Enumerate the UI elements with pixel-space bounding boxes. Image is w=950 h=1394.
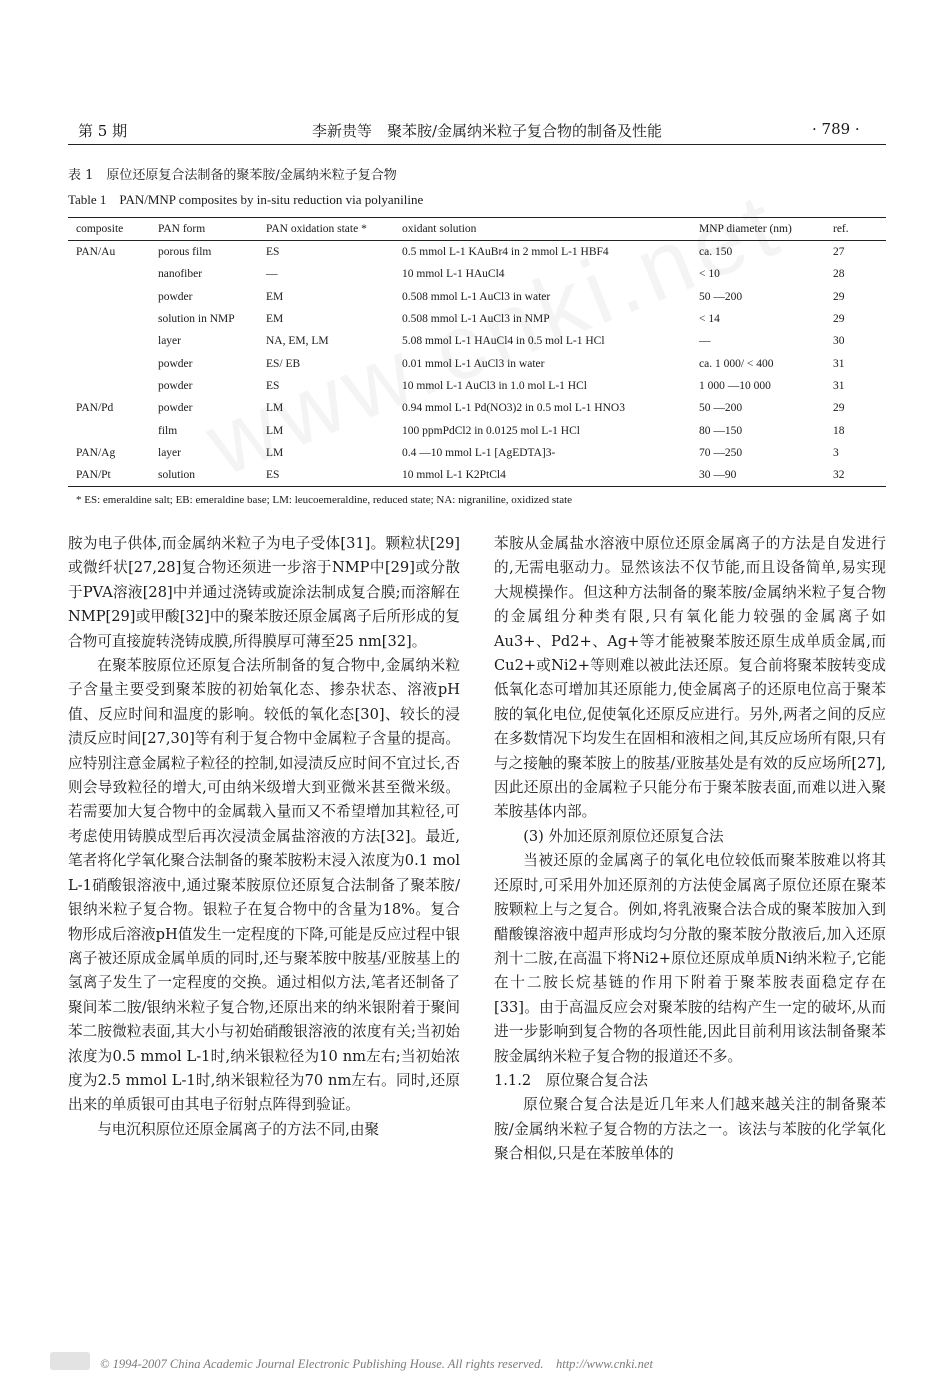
table-cell: 0.508 mmol L-1 AuCl3 in water — [402, 290, 551, 303]
table-header-cell: PAN oxidation state * — [258, 218, 394, 241]
table-cell: 50 —200 — [699, 402, 743, 415]
table-cell: 0.01 mmol L-1 AuCl3 in water — [402, 357, 545, 370]
table-cell: < 14 — [699, 313, 720, 326]
table-cell — [68, 286, 150, 308]
table-cell: layer — [158, 446, 181, 459]
table-cell: 10 mmol L-1 K2PtCl4 — [394, 464, 691, 487]
section-heading-3: (3) 外加还原剂原位还原复合法 — [523, 827, 724, 845]
table-cell: 0.508 mmol L-1 AuCl3 in NMP — [402, 313, 550, 326]
table-row — [68, 263, 886, 285]
table-cell: porous film — [158, 246, 212, 259]
table-cell: 32 — [825, 464, 886, 487]
header-title: 李新贵等 聚苯胺/金属纳米粒子复合物的制备及性能 — [312, 122, 663, 140]
table-cell: solution in NMP — [158, 313, 235, 326]
table-cell: 10 mmol L-1 HAuCl4 — [402, 268, 505, 281]
table-cell: powder — [158, 290, 193, 303]
table-row — [68, 241, 886, 264]
table-cell: 28 — [833, 268, 845, 281]
table-cell: ES — [258, 464, 394, 487]
table-cell: ca. 1 000/ < 400 — [699, 357, 774, 370]
table-row — [68, 464, 886, 487]
table-row — [68, 419, 886, 441]
table-cell: solution — [150, 464, 258, 487]
table-cell: PAN/Au — [76, 246, 116, 259]
table-caption-en: Table 1 PAN/MNP composites by in-situ reduction via polyaniline — [68, 192, 424, 207]
table-row — [68, 375, 886, 397]
table-cell: 5.08 mmol L-1 HAuCl4 in 0.5 mol L-1 HCl — [402, 335, 605, 348]
table-row — [68, 397, 886, 419]
table-cell: 100 ppmPdCl2 in 0.0125 mol L-1 HCl — [402, 424, 580, 437]
table-cell: EM — [266, 290, 284, 303]
table-cell: 29 — [833, 290, 845, 303]
table-cell: ES — [266, 379, 280, 392]
table-row — [68, 286, 886, 308]
table-cell: 0.5 mmol L-1 KAuBr4 in 2 mmol L-1 HBF4 — [402, 246, 609, 259]
table-cell: 0.4 —10 mmol L-1 [AgEDTA]3- — [402, 446, 556, 459]
table-cell: 70 —250 — [699, 446, 743, 459]
table-cell: 18 — [833, 424, 845, 437]
header-issue: 第 5 期 — [78, 122, 128, 140]
table-cell: PAN/Pt — [68, 464, 150, 487]
table-cell: PAN/Pd — [76, 402, 114, 415]
table-cell: 31 — [833, 379, 845, 392]
table-cell — [68, 419, 150, 441]
table-cell: LM — [266, 424, 284, 437]
left-paragraph-3: 与电沉积原位还原金属离子的方法不同,由聚 — [97, 1120, 380, 1138]
table-caption-cn: 表 1 原位还原复合法制备的聚苯胺/金属纳米粒子复合物 — [68, 168, 397, 183]
table-row — [68, 330, 886, 352]
table-cell: 0.94 mmol L-1 Pd(NO3)2 in 0.5 mol L-1 HNO3 — [402, 402, 625, 415]
header-rule — [68, 144, 886, 145]
table-cell: < 10 — [699, 268, 720, 281]
table-cell: 29 — [833, 402, 845, 415]
table-header-cell: MNP diameter (nm) — [691, 218, 825, 241]
table-cell: 3 — [833, 446, 839, 459]
section-heading-1-1-2: 1.1.2 原位聚合复合法 — [494, 1071, 648, 1089]
table-cell: — — [699, 335, 711, 348]
left-paragraph-2: 在聚苯胺原位还原复合法所制备的复合物中,金属纳米粒子含量主要受到聚苯胺的初始氧化态、掺杂状态、溶液pH值、反应时间和温度的影响。较低的氧化态[30]、较长的浸渍反应时间[27,30]等有利于复合物中金属粒子含量的提高。应特别注意金属粒子粒径的控制,如浸渍反应时间不宜过长,否则会导致粒径的增大,可由纳米级增大到亚微米甚至微米级。若需要加大复合物中的金属载入量而又不希望增加其粒径,可考虑使用铸膜成型后再次浸渍金属盐溶液的方法[32]。最近,笔者将化学氧化聚合法制备的聚苯胺粉末浸入浓度为0.1 mol L-1硝酸银溶液中,通过聚苯胺原位还原复合法制备了聚苯胺/银纳米粒子复合物。银粒子在复合物中的含量为18%。复合物形成后溶液pH值发生一定程度的下降,可能是反应过程中银离子被还原成金属单质的同时,还与聚苯胺中胺基/亚胺基上的氢离子发生了一定程度的交换。通过相似方法,笔者还制备了聚间苯二胺/银纳米粒子复合物,还原出来的纳米银附着于聚间苯二胺微粒表面,其大小与初始硝酸银溶液的浓度有关;当初始浓度为0.5 mmol L-1时,纳米银粒径为10 nm左右;当初始浓度为2.5 mmol L-1时,纳米银粒径为70 nm左右。同时,还原出来的单质银可由其电子衍射点阵得到验证。 — [68, 657, 460, 1114]
table-header-cell: composite — [68, 218, 150, 241]
table-row — [68, 308, 886, 330]
table-cell: ES/ EB — [266, 357, 301, 370]
table-cell: NA, EM, LM — [266, 335, 329, 348]
table-cell: 30 — [833, 335, 845, 348]
table-cell — [68, 352, 150, 374]
table-cell: PAN/Ag — [76, 446, 116, 459]
table-cell: powder — [158, 379, 193, 392]
header-page-number: · 789 · — [812, 120, 860, 138]
table-row — [68, 352, 886, 374]
table-cell — [68, 375, 150, 397]
table-footnote: * ES: emeraldine salt; EB: emeraldine base; LM: leucoemeraldine, reduced state; NA: nigraniline, oxidized state — [76, 494, 573, 506]
left-paragraph-1: 胺为电子供体,而金属纳米粒子为电子受体[31]。颗粒状[29]或微纤状[27,28]复合物还须进一步溶于NMP中[29]或分散于PVA溶液[28]中并通过浇铸或旋涂法制成复合膜;而溶解在NMP[29]或甲酸[32]中的聚苯胺还原金属离子后所形成的复合物可直接旋转浇铸成膜,所得膜厚可薄至25 nm[32]。 — [68, 535, 460, 650]
table-cell: 1 000 —10 000 — [699, 379, 771, 392]
table-cell: 27 — [833, 246, 845, 259]
table-cell: nanofiber — [158, 268, 203, 281]
table-header-cell: PAN form — [150, 218, 258, 241]
right-column — [494, 532, 886, 1167]
table-header-cell: ref. — [825, 218, 886, 241]
table-cell: 31 — [833, 357, 845, 370]
table-cell: ca. 150 — [699, 246, 733, 259]
table-cell: LM — [266, 402, 284, 415]
table-cell: LM — [266, 446, 284, 459]
table-cell: powder — [158, 357, 193, 370]
table-cell: powder — [158, 402, 193, 415]
copyright-footer: © 1994-2007 China Academic Journal Electronic Publishing House. All rights reserved. http://www.cnki.net — [100, 1357, 653, 1371]
table-cell: ES — [266, 246, 280, 259]
table-cell — [68, 330, 150, 352]
publisher-logo-icon — [50, 1352, 90, 1370]
table-row — [68, 442, 886, 464]
right-paragraph-1: 苯胺从金属盐水溶液中原位还原金属离子的方法是自发进行的,无需电驱动力。显然该法不仅节能,而且设备简单,易实现大规模操作。但这种方法制备的聚苯胺/金属纳米粒子复合物的金属组分种类有限,只有氧化能力较强的金属离子如Au3+、Pd2+、Ag+等才能被聚苯胺还原生成单质金属,而Cu2+或Ni2+等则难以被此法还原。复合前将聚苯胺转变成低氧化态可增加其还原能力,使金属离子的还原电位高于聚苯胺的氧化电位,促使氧化还原反应进行。另外,两者之间的反应在多数情况下均发生在固相和液相之间,其反应场所有限,只有与之接触的聚苯胺上的胺基/亚胺基处是有效的反应场所[27],因此还原出的金属粒子只能分布于聚苯胺表面,而难以进入聚苯胺基体内部。 — [494, 535, 886, 821]
table-header-cell: oxidant solution — [394, 218, 691, 241]
table-cell — [68, 263, 150, 285]
table-cell: 29 — [833, 313, 845, 326]
right-paragraph-3: 原位聚合复合法是近几年来人们越来越关注的制备聚苯胺/金属纳米粒子复合物的方法之一。该法与苯胺的化学氧化聚合相似,只是在苯胺单体的 — [494, 1096, 886, 1163]
table-cell: 80 —150 — [699, 424, 743, 437]
table-cell: — — [266, 268, 278, 281]
left-column — [68, 532, 460, 1142]
right-paragraph-2: 当被还原的金属离子的氧化电位较低而聚苯胺难以将其还原时,可采用外加还原剂的方法使金属离子原位还原在聚苯胺颗粒上与之复合。例如,将乳液聚合法合成的聚苯胺加入到醋酸镍溶液中超声形成均匀分散的聚苯胺分散液后,加入还原剂十二胺,在高温下将Ni2+原位还原成单质Ni纳米粒子,它能在十二胺长烷基链的作用下附着于聚苯胺表面稳定存在[33]。由于高温反应会对聚苯胺的结构产生一定的破坏,从而进一步影响到复合物的各项性能,因此目前利用该法制备聚苯胺金属纳米粒子复合物的报道还不多。 — [494, 852, 886, 1065]
table-cell: film — [158, 424, 178, 437]
table-cell: EM — [266, 313, 284, 326]
table-cell: 30 —90 — [691, 464, 825, 487]
table-cell: 50 —200 — [699, 290, 743, 303]
table-cell — [68, 308, 150, 330]
table-cell: layer — [158, 335, 181, 348]
table-cell: 10 mmol L-1 AuCl3 in 1.0 mol L-1 HCl — [402, 379, 587, 392]
composites-table — [68, 217, 886, 487]
